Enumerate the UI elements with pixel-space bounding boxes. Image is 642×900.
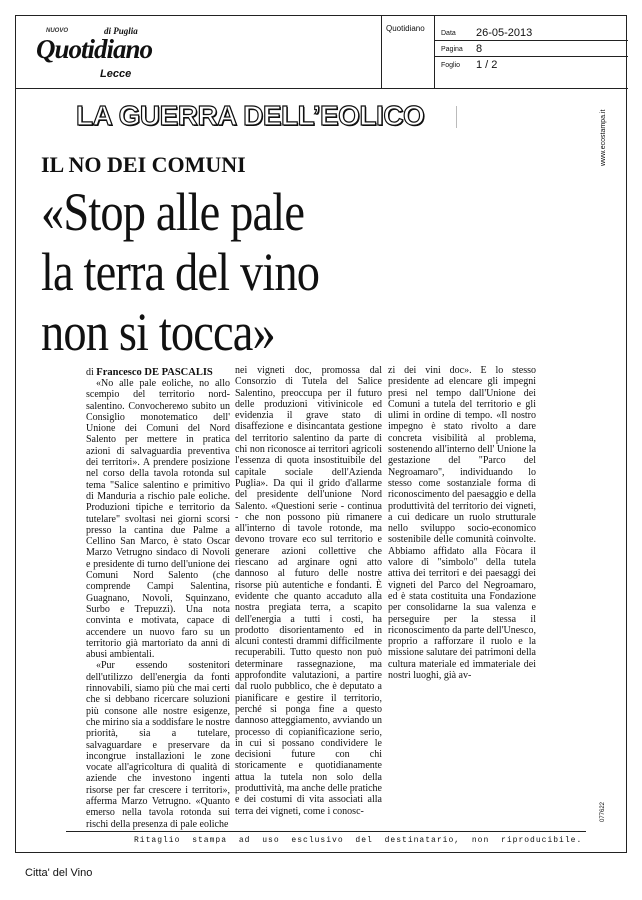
masthead-prefix: NUOVO [46,28,69,34]
headline-line: «Stop alle pale [41,182,305,242]
side-url [600,106,614,176]
article-paragraph: zi dei vini doc». E lo stesso presidente ad elencare gli impegni presi nel tempo dall'Unione dei Comuni a tutela del territorio e gli ulimi in ordine di tempo. «Il nostro impegno è stato rivolto a dare concreta visibilità al problema, sostenendo all'interno dell' Unione la gestazione del "Parco del Negroamaro", individuando lo stesso come sostanziale forma di riconoscimento del paesaggio e della produttività del territorio dei vigneti, a cui dedicare un ruolo strutturale nello sviluppo socio-economico sostenibile delle comunità coinvolte. Abbiamo affidato alla Fòcara il valore di "simbolo" della tutela attiva dei territori e dei paesaggi dei vigneti del Parco del Negroamaro, ed è stata costituita una Fondazione per consolidarne la sua valenza e perseguire per la stessa il riconoscimento da parte dell'Unesco, proprio a rafforzare il ruolo e la missione salutare dei patrimoni della cultura materiale ed immateriale dei nostri luoghi, già av- [388,365,537,682]
masthead-city: Lecce [100,68,132,80]
masthead-region: di Puglia [104,26,138,36]
side-url-text: www.ecostampa.it [600,109,607,166]
side-code-text: 077622 [600,801,606,822]
page-caption: Citta' del Vino [25,867,93,879]
header-rule [16,88,628,89]
article-column-3 [388,365,536,681]
clipping-sheet [15,15,627,853]
source-label: Quotidiano [386,24,425,33]
meta-date-value: 26-05-2013 [476,27,533,39]
section-tag [456,106,466,128]
article-column-1 [86,378,230,830]
meta-rule [434,40,628,41]
meta-page-label: Pagina [441,46,463,53]
article-kicker: IL NO DEI COMUNI [41,152,246,177]
article-headline [41,182,471,362]
header-divider [434,16,435,88]
meta-page-value: 8 [476,43,483,55]
section-title: LA GUERRA DELL’EOLICO [76,100,425,131]
footer-note: Ritaglio stampa ad uso esclusivo del destinatario, non riproducibile. [134,836,583,845]
article-paragraph: nei vigneti doc, promossa dal Consorzio di Tutela del Salice Salentino, preoccupa per il futuro delle produzioni vitivinicole ed evidenzia il grave stato di disaffezione e disincantata gestione del territorio salentino da parte di chi non riconosce ai territori agricoli l'essenza di quota insostituibile del capitale sociale dell'Azienda Puglia». Da qui il grido d'allarme del presidente dell'unione Nord Salento. «Questioni serie - continua - che non possono più rimanere all'interno di tavole rotonde, ma devono trovare eco sul territorio e generare azioni collettive che riescano ad arginare ogni atto dannoso al futuro delle nostre risorse più autentiche e fondanti. È evidente che quanto accaduto alla nostra pregiata terra, a scapito dell'energia a tutti i costi, ha prodotto disorientamento ed in alcuni contesti drammi difficilmente recuperabili. Tutto questo non può determinare rassegnazione, ma approfondite valutazioni, a partire dal ruolo pubblico, che è deputato a pianificare e gestire il territorio, perché si ponga fine a questo dannoso atteggiamento, avviando un processo di copianificazione serio, in cui si possano condividere le decisioni future con chi storicamente e quotidianamente attua la tutela non solo della produttività, ma anche delle pratiche e dei costumi di vita associati alla terra dei vigneti, come i conosc- [235,365,382,817]
byline-author: Francesco DE PASCALIS [96,367,213,378]
meta-sheet-label: Foglio [441,62,461,69]
article-byline [86,367,213,378]
headline-line: la terra del vino [41,242,320,302]
article-paragraph: «No alle pale eoliche, no allo scempio del territorio nord-salentino. Convochereмо subito un Consiglio monotematico dell' Unione dei Comuni del Nord Salento per mettere in pratica azioni di salvaguardia preventiva dei territori». A prendere posizione nel corso della tavola rotonda sul tema "Salice salentino e primitivo di Manduria a rischio pale eoliche. Produzioni tipiche e territorio da tutelare" svoltasi nei giorni scorsi presso la cantina due Palme a Cellino San Marco, è stato Oscar Marzo Vetrugno sindaco di Novoli e presidente di turno dell'unione dei Comuni Nord Salento (che comprende Campi Salentina, Guagnano, Novoli, Squinzano, Surbo e Trepuzzi). Una nota convinta e motivata, capace di accendere un nuovo faro su un territorio già martoriato da anni di abusi ambientali. [86,378,230,661]
masthead-name: Quotidiano [36,34,153,64]
footer-rule [66,831,586,832]
byline-prefix: di [86,367,94,378]
article-paragraph: «Pur essendo sostenitori dell'utilizzo dell'energia da fonti rinnovabili, siamo più che mai certi che si debbano ricercare soluzioni più consone alle nostre esigenze, che mirino sia a soddisfare le nostre priorità, sia a tutelare, salvaguardare e preservare da incongrue installazioni le zone vocate all'agricoltura di qualità di aziende che investono ingenti risorse per far crescere i territori», afferma Marzo Vetrugno. «Quanto emerso nella tavola rotonda sui rischi della presenza di pale eoliche [86,660,230,830]
meta-sheet-value: 1 / 2 [476,59,498,71]
side-code [600,786,614,826]
meta-date-label: Data [441,30,456,37]
headline-line: non si tocca» [41,302,275,362]
article-column-2 [235,365,382,817]
meta-rule [434,56,628,57]
newspaper-masthead [28,26,168,84]
header-divider [381,16,382,88]
